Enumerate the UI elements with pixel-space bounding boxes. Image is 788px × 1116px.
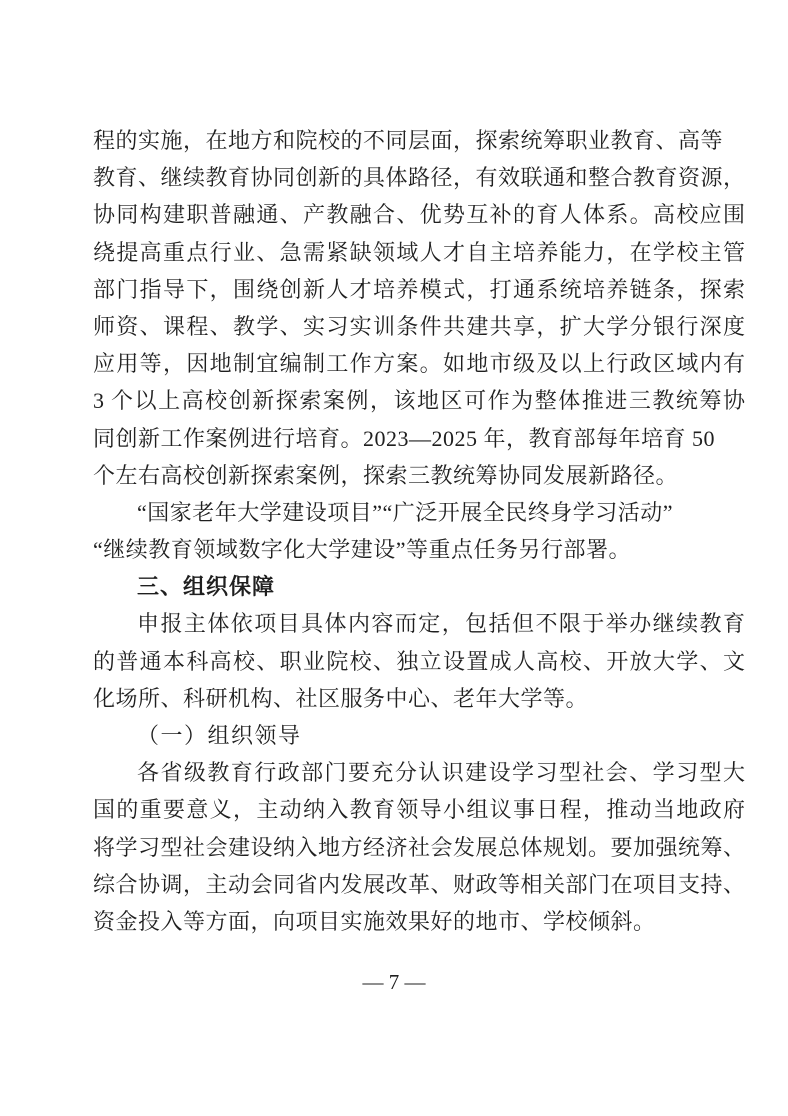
text-line: 师资、课程、教学、实习实训条件共建共享，扩大学分银行深度 (93, 313, 745, 339)
text-line: 各省级教育行政部门要充分认识建设学习型社会、学习型大 (137, 760, 745, 786)
subsection-heading: （一）组织领导 (137, 723, 302, 748)
text-line: 资金投入等方面，向项目实施效果好的地市、学校倾斜。 (93, 908, 656, 934)
page-number: — 7 — (362, 970, 426, 994)
text-line: 国的重要意义，主动纳入教育领导小组议事日程，推动当地政府 (93, 797, 745, 823)
text-line: 程的实施，在地方和院校的不同层面，探索统筹职业教育、高等 (93, 128, 724, 153)
text-line: 绕提高重点行业、急需紧缺领域人才自主培养能力，在学校主管 (93, 239, 745, 265)
text-line: 申报主体依项目具体内容而定，包括但不限于举办继续教育 (137, 611, 745, 637)
text-line: 协同构建职普融通、产教融合、优势互补的育人体系。高校应围 (93, 202, 745, 228)
text-line: 将学习型社会建设纳入地方经济社会发展总体规划。要加强统筹、 (93, 834, 745, 860)
text-line: 综合协调，主动会同省内发展改革、财政等相关部门在项目支持、 (93, 871, 745, 897)
text-line: 3 个以上高校创新探索案例，该地区可作为整体推进三教统筹协 (93, 388, 745, 414)
text-line: 化场所、科研机构、社区服务中心、老年大学等。 (93, 685, 589, 711)
text-line: 的普通本科高校、职业院校、独立设置成人高校、开放大学、文 (93, 648, 745, 674)
text-line: 部门指导下，围绕创新人才培养模式，打通系统培养链条，探索 (93, 276, 745, 302)
text-line: 应用等，因地制宜编制工作方案。如地市级及以上行政区域内有 (93, 351, 745, 377)
text-line: “继续教育领域数字化大学建设”等重点任务另行部署。 (93, 537, 632, 563)
text-line: 个左右高校创新探索案例，探索三教统筹协同发展新路径。 (93, 462, 679, 488)
section-heading: 三、组织保障 (137, 574, 276, 600)
document-body (93, 122, 745, 940)
text-line: 同创新工作案例进行培育。2023—2025 年，教育部每年培育 50 (93, 425, 716, 451)
text-line: 教育、继续教育协同创新的具体路径，有效联通和整合教育资源， (93, 165, 745, 191)
text-line: “国家老年大学建设项目”“广泛开展全民终身学习活动” (137, 499, 674, 525)
